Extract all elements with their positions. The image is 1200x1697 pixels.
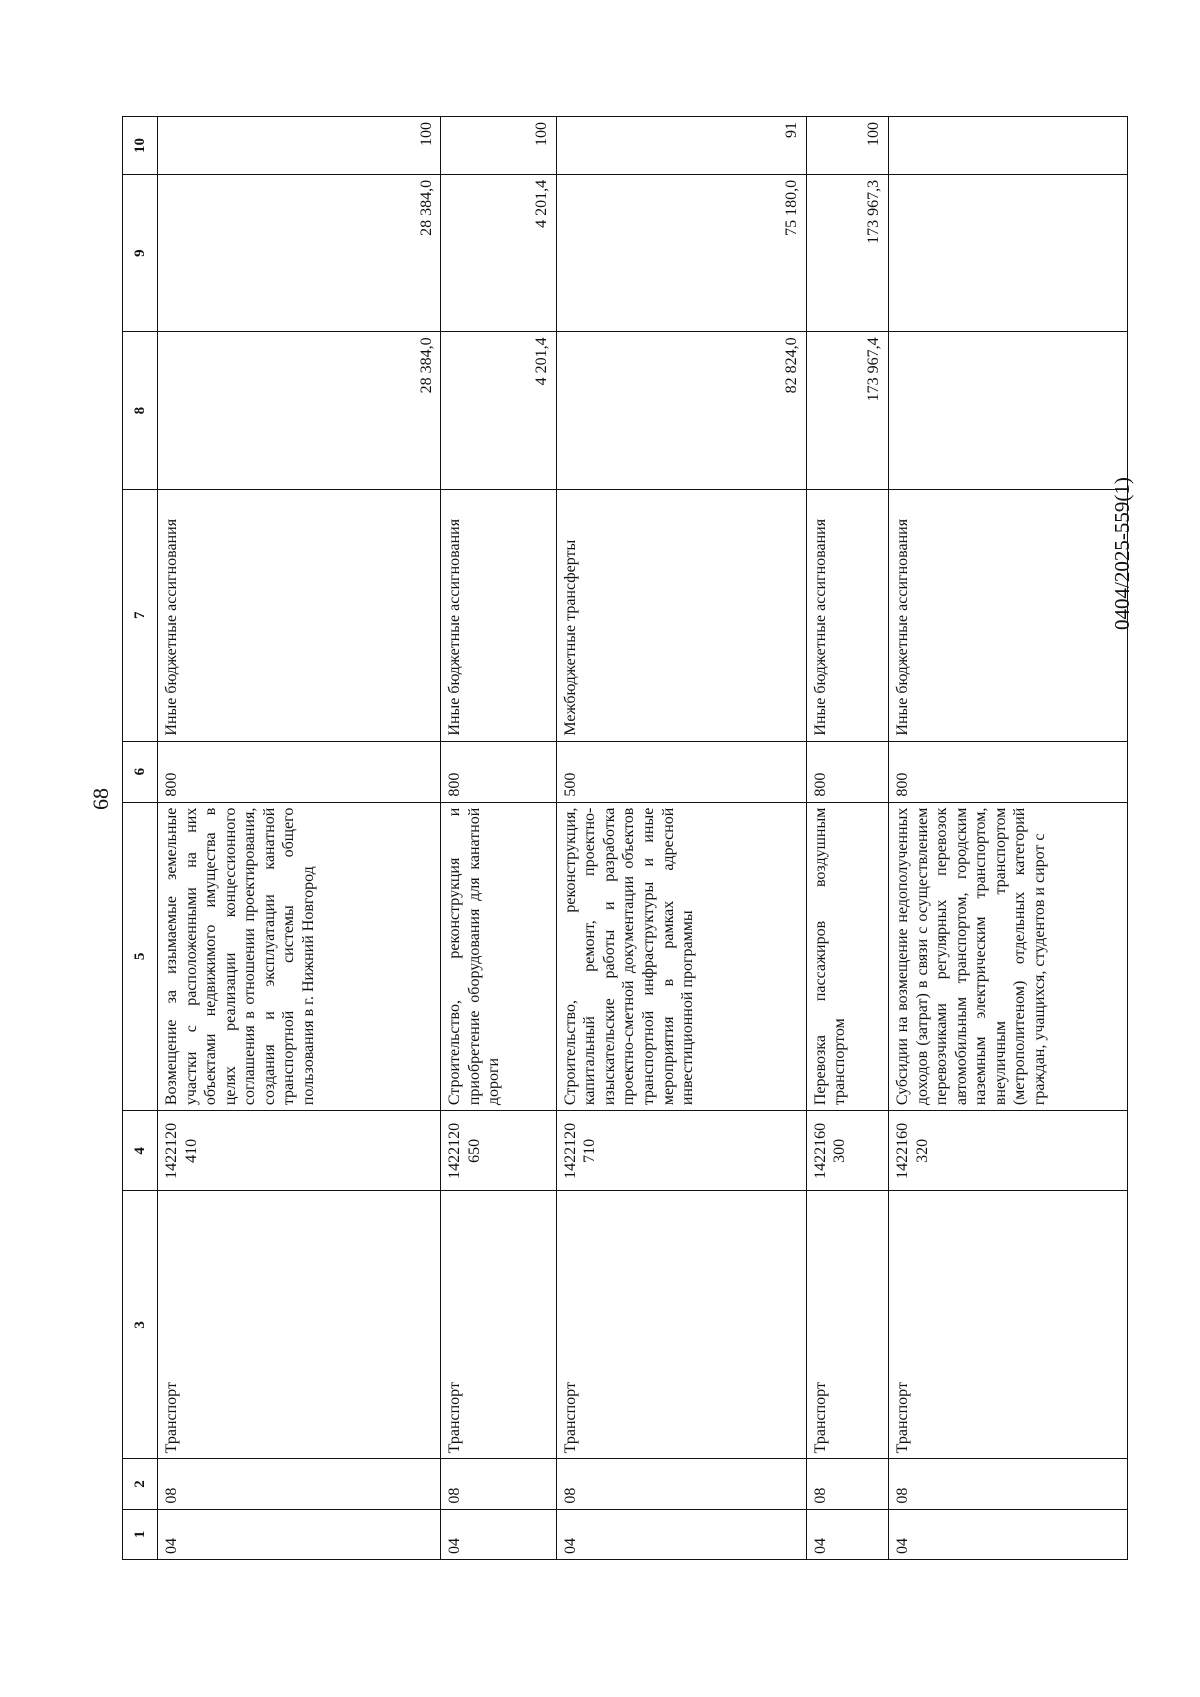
cell-subsection: 08 bbox=[441, 1459, 557, 1509]
header-col-5: 5 bbox=[123, 802, 158, 1111]
header-col-7: 7 bbox=[123, 489, 158, 741]
header-row bbox=[123, 117, 158, 1560]
cell-actual bbox=[889, 174, 1128, 331]
cell-expense-name: Иные бюджетные ассигнования bbox=[806, 489, 888, 741]
cell-percent bbox=[889, 117, 1128, 175]
header-col-6: 6 bbox=[123, 741, 158, 802]
document-code: 0404/2025-559(1) bbox=[1110, 477, 1134, 630]
cell-subsection: 08 bbox=[158, 1459, 441, 1509]
cell-subsection: 08 bbox=[806, 1459, 888, 1509]
header-col-10: 10 bbox=[123, 117, 158, 175]
cell-description: Субсидии на возмещение недополученных доходов (затрат) в связи с осуществлением перевозчиками регулярных перевозок автомобильным транспортом, городским наземным электрическим транспортом, внеуличным транспортом (метрополитеном) отдельных категорий граждан, учащихся, студентов и сирот с bbox=[889, 802, 1128, 1111]
cell-name: Транспорт bbox=[158, 1191, 441, 1459]
cell-target-code: 1422120 410 bbox=[158, 1111, 441, 1191]
cell-actual: 173 967,3 bbox=[806, 174, 888, 331]
cell-percent: 100 bbox=[441, 117, 557, 175]
cell-section: 04 bbox=[806, 1509, 888, 1559]
cell-target-code: 1422120 650 bbox=[441, 1111, 557, 1191]
table-row bbox=[806, 117, 888, 1560]
budget-table-container bbox=[122, 116, 1128, 1560]
cell-expense-type: 500 bbox=[556, 741, 806, 802]
header-col-4: 4 bbox=[123, 1111, 158, 1191]
cell-section: 04 bbox=[889, 1509, 1128, 1559]
cell-expense-name: Иные бюджетные ассигнования bbox=[889, 489, 1128, 741]
cell-expense-name: Иные бюджетные ассигнования bbox=[441, 489, 557, 741]
cell-description: Строительство, реконструкция и приобретение оборудования для канатной дороги bbox=[441, 802, 557, 1111]
cell-planned: 28 384,0 bbox=[158, 332, 441, 489]
header-col-8: 8 bbox=[123, 332, 158, 489]
header-col-3: 3 bbox=[123, 1191, 158, 1459]
cell-target-code: 1422160 320 bbox=[889, 1111, 1128, 1191]
cell-expense-name: Иные бюджетные ассигнования bbox=[158, 489, 441, 741]
table-row bbox=[441, 117, 557, 1560]
page-number: 68 bbox=[88, 788, 113, 810]
cell-planned: 173 967,4 bbox=[806, 332, 888, 489]
cell-expense-type: 800 bbox=[889, 741, 1128, 802]
cell-description: Возмещение за изымаемые земельные участки с расположенными на них объектами недвижимого имущества в целях реализации концессионного соглашения в отношении проектирования, создания и эксплуатации канатной транспортной системы общего пользования в г. Нижний Новгород bbox=[158, 802, 441, 1111]
cell-actual: 75 180,0 bbox=[556, 174, 806, 331]
cell-name: Транспорт bbox=[556, 1191, 806, 1459]
cell-description: Перевозка пассажиров воздушным транспортом bbox=[806, 802, 888, 1111]
cell-name: Транспорт bbox=[806, 1191, 888, 1459]
cell-subsection: 08 bbox=[556, 1459, 806, 1509]
table-row bbox=[556, 117, 806, 1560]
cell-expense-type: 800 bbox=[806, 741, 888, 802]
cell-actual: 4 201,4 bbox=[441, 174, 557, 331]
cell-name: Транспорт bbox=[889, 1191, 1128, 1459]
cell-percent: 91 bbox=[556, 117, 806, 175]
cell-percent: 100 bbox=[158, 117, 441, 175]
cell-actual: 28 384,0 bbox=[158, 174, 441, 331]
header-col-2: 2 bbox=[123, 1459, 158, 1509]
cell-section: 04 bbox=[158, 1509, 441, 1559]
cell-planned: 82 824,0 bbox=[556, 332, 806, 489]
header-col-9: 9 bbox=[123, 174, 158, 331]
budget-table bbox=[122, 116, 1128, 1560]
cell-section: 04 bbox=[441, 1509, 557, 1559]
table-row bbox=[889, 117, 1128, 1560]
cell-planned: 4 201,4 bbox=[441, 332, 557, 489]
cell-target-code: 1422160 300 bbox=[806, 1111, 888, 1191]
cell-subsection: 08 bbox=[889, 1459, 1128, 1509]
cell-target-code: 1422120 710 bbox=[556, 1111, 806, 1191]
table-row bbox=[158, 117, 441, 1560]
cell-expense-name: Межбюджетные трансферты bbox=[556, 489, 806, 741]
cell-section: 04 bbox=[556, 1509, 806, 1559]
cell-percent: 100 bbox=[806, 117, 888, 175]
cell-expense-type: 800 bbox=[158, 741, 441, 802]
cell-name: Транспорт bbox=[441, 1191, 557, 1459]
cell-expense-type: 800 bbox=[441, 741, 557, 802]
header-col-1: 1 bbox=[123, 1509, 158, 1559]
cell-planned bbox=[889, 332, 1128, 489]
cell-description: Строительство, реконструкция, капитальный ремонт, проектно-изыскательские работы и разработка проектно-сметной документации объектов транспортной инфраструктуры и иные мероприятия в рамках адресной инвестиционной программы bbox=[556, 802, 806, 1111]
